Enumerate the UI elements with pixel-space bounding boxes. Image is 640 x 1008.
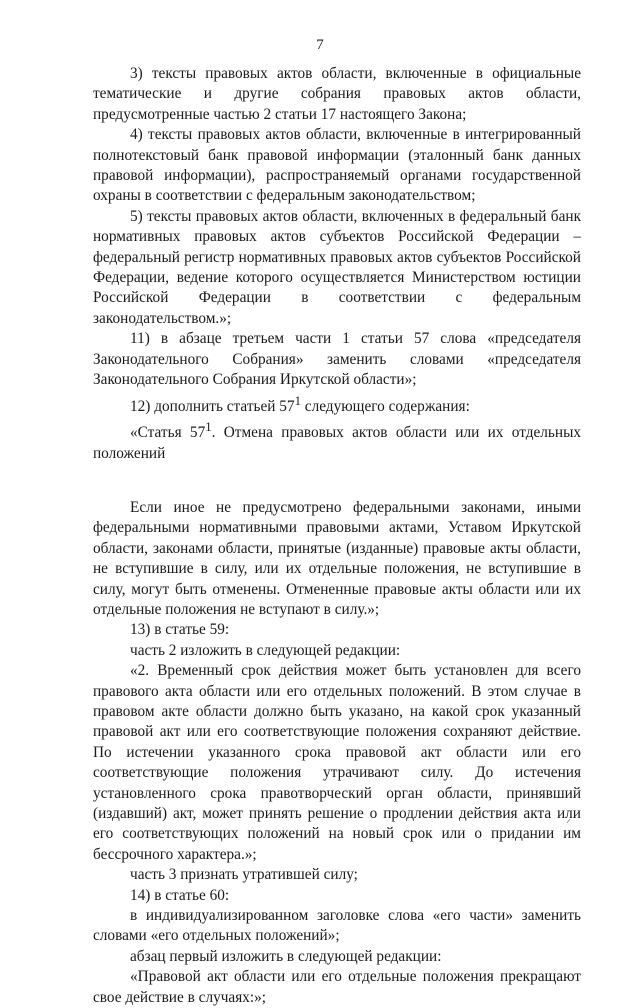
paragraph: 13) в статье 59: [130,621,230,639]
paragraph: 14) в статье 60: [130,886,230,904]
paragraph: 5) тексты правовых актов области, включенных в федеральный банк нормативных правовых актов субъектов Российской Федерации – федеральный регистр нормативных правовых актов субъектов Российской Федерации, ведение которого осуществляется Министерством юстиции Российской Федерации в соответствии с федеральным законодательством.»; [93,207,581,327]
paragraph-item-12: 12) дополнить статьей $57^1$ следующего содержания: [130,393,470,415]
paragraph: «2. Временный срок действия может быть установлен для всего правового акта области или его отдельных положений. В этом случае в правовом акте области должно быть указано, на какой срок указанный правовой акт или его соответствующие положения сохраняют действие. По истечении указанного срока правовой акт области или его соответствующие положения утрачивают силу. До истечения установленного срока правотворческий орган области, принявший (издавший) акт, может принять решение о продлении действия акта или его соответствующих положений на новый срок или о придании им бессрочного характера.»; [93,662,581,863]
document-body [93,64,581,1008]
paragraph: в индивидуализированном заголовке слова «его части» заменить словами «его отдельных положений»; [93,907,581,945]
paragraph: 3) тексты правовых актов области, включенные в официальные тематические и другие собрания правовых актов области, предусмотренные частью 2 статьи 17 настоящего Закона; [93,65,581,123]
paragraph: часть 3 признать утратившей силу; [130,866,358,884]
spacer [93,464,581,498]
paragraph: часть 2 изложить в следующей редакции: [130,641,401,659]
paragraph: 4) тексты правовых актов области, включенные в интегрированный полнотекстовый банк правовой информации (эталонный банк данных правовой информации), распространяемый органами государственной охраны в соответствии с федеральным законодательством; [93,126,581,205]
paragraph: Если иное не предусмотрено федеральными законами, иными федеральными нормативными правовыми актами, Уставом Иркутской области, законами области, принятые (изданные) правовые акты области, не вступившие в силу, или их отдельные положения, не вступившие в силу, могут быть отменены. Отмененные правовые акты области или их отдельные положения не вступают в силу.»; [93,498,581,618]
paragraph: абзац первый изложить в следующей редакции: [130,947,442,965]
paragraph: 11) в абзаце третьем части 1 статьи 57 слова «председателя Законодательного Собрания» заменить словами «председателя Законодательного Собрания Иркутской области»; [93,330,581,389]
scan-mark-icon [566,818,572,824]
page-number: 7 [316,37,324,53]
paragraph: «Правовой акт области или его отдельные положения прекращают свое действие в случаях:»; [93,968,581,1006]
article-heading: «Статья $57^1$. Отмена правовых актов области или их отдельных положений [93,420,581,462]
